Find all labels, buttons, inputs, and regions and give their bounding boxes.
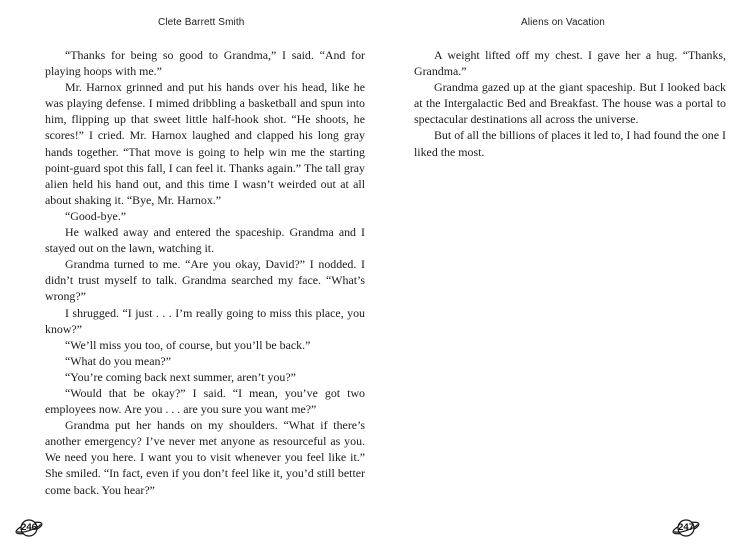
- left-page-number: [14, 517, 44, 539]
- page-number-text: 247: [678, 522, 694, 533]
- paragraph: I shrugged. “I just . . . I’m really going to miss this place, you know?”: [45, 305, 365, 336]
- paragraph: “You’re coming back next summer, aren’t you?”: [65, 369, 296, 384]
- page-number-text: 246: [21, 522, 37, 533]
- paragraph: He walked away and entered the spaceship. Grandma and I stayed out on the lawn, watching it.: [45, 225, 365, 256]
- left-running-head: Clete Barrett Smith: [158, 17, 245, 28]
- left-text-block: [45, 47, 365, 498]
- paragraph: Grandma gazed up at the giant spaceship. But I looked back at the Intergalactic Bed and Breakfast. The house was a portal to spectacular destinations all across the universe.: [414, 80, 726, 127]
- paragraph: “Would that be okay?” I said. “I mean, you’ve got two employees now. Are you . . . are you sure you want me?”: [45, 385, 365, 417]
- paragraph: Mr. Harnox grinned and put his hands over his head, like he was playing defense. I mimed dribbling a basketball and spun into him, flipping up that sweet little half-hook shot. “He shoots, he scores!” I cried. Mr. Harnox laughed and clapped his long gray hands together. “That move is going to help win me the starting point-guard spot this fall, I can feel it. Thanks again.” The tall gray alien held his hand out, and this time I wasn’t weirded out at all about shaking it. “Bye, Mr. Harnox.”: [45, 80, 365, 207]
- right-text-block: [414, 47, 726, 160]
- paragraph: Grandma put her hands on my shoulders. “What if there’s another emergency? I’ve never met anyone as resourceful as you. We need you here. I want you to visit whenever you feel like it.” She smiled. “In fact, even if you don’t feel like it, you’d still better come back. You hear?”: [45, 418, 365, 497]
- paragraph: “Good-bye.”: [65, 208, 127, 223]
- right-page-number: [671, 517, 701, 539]
- right-running-head: Aliens on Vacation: [521, 17, 605, 28]
- paragraph: “Thanks for being so good to Grandma,” I said. “And for playing hoops with me.”: [45, 48, 365, 79]
- paragraph: But of all the billions of places it led to, I had found the one I liked the most.: [414, 128, 726, 159]
- right-page: [374, 0, 747, 560]
- paragraph: “We’ll miss you too, of course, but you’ll be back.”: [65, 337, 311, 352]
- paragraph: Grandma turned to me. “Are you okay, David?” I nodded. I didn’t trust myself to talk. Grandma searched my face. “What’s wrong?”: [45, 257, 365, 304]
- paragraph: A weight lifted off my chest. I gave her a hug. “Thanks, Grandma.”: [414, 48, 726, 79]
- paragraph: “What do you mean?”: [65, 353, 171, 368]
